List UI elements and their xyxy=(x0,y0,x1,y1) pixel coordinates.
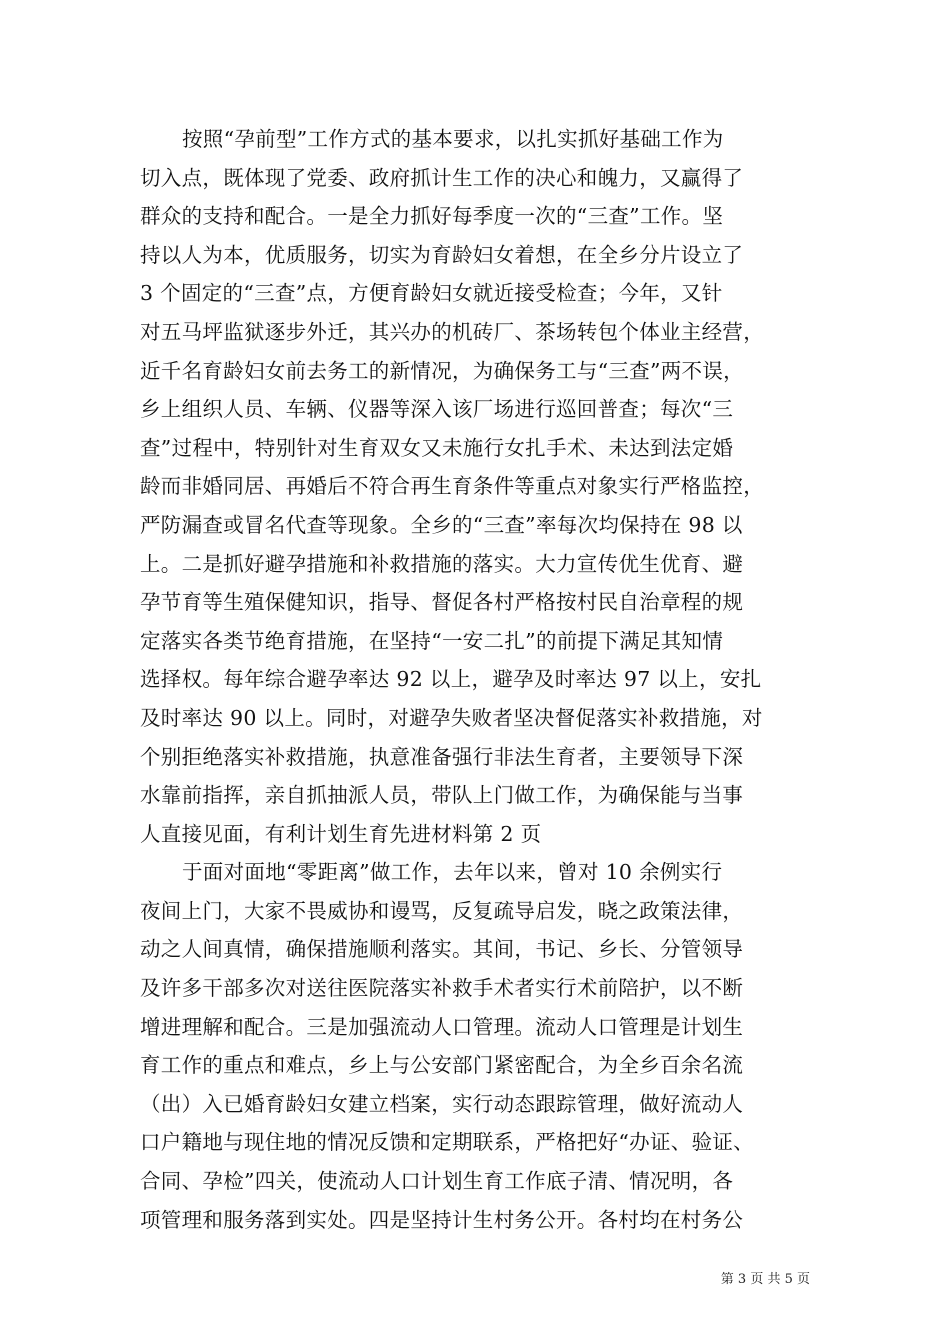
text-line: 查”过程中，特别针对生育双女又未施行女扎手术、未达到法定婚 xyxy=(140,435,734,460)
text-line: 群众的支持和配合。一是全力抓好每季度一次的“三查”工作。坚 xyxy=(140,204,724,229)
page-number: 第 3 页 共 5 页 xyxy=(720,1272,810,1287)
text-line: 于面对面地“零距离”做工作，去年以来，曾对 10 余例实行 xyxy=(182,860,723,885)
text-line: 口户籍地与现住地的情况反馈和定期联系，严格把好“办证、验证、 xyxy=(140,1130,754,1155)
document-body xyxy=(140,120,810,1239)
text-line: 持以人为本，优质服务，切实为育龄妇女着想，在全乡分片设立了 xyxy=(140,242,744,267)
text-line: 对五马坪监狱逐步外迁，其兴办的机砖厂、茶场转包个体业主经营， xyxy=(140,319,764,344)
text-line: 3 个固定的“三查”点，方便育龄妇女就近接受检查；今年，又针 xyxy=(140,281,723,306)
text-line: 选择权。每年综合避孕率达 92 以上，避孕及时率达 97 以上，安扎 xyxy=(140,667,762,692)
text-line: （出）入已婚育龄妇女建立档案，实行动态跟踪管理，做好流动人 xyxy=(140,1091,744,1116)
text-line: 育工作的重点和难点，乡上与公安部门紧密配合，为全乡百余名流 xyxy=(140,1053,744,1078)
text-line: 项管理和服务落到实处。四是坚持计生村务公开。各村均在村务公 xyxy=(140,1207,744,1232)
text-line: 及时率达 90 以上。同时，对避孕失败者坚决督促落实补救措施，对 xyxy=(140,705,763,730)
text-line: 严防漏查或冒名代查等现象。全乡的“三查”率每次均保持在 98 以 xyxy=(140,512,743,537)
text-line: 定落实各类节绝育措施，在坚持“一安二扎”的前提下满足其知情 xyxy=(140,628,724,653)
text-line: 夜间上门，大家不畏威协和谩骂，反复疏导启发，晓之政策法律， xyxy=(140,898,744,923)
text-line: 动之人间真情，确保措施顺利落实。其间，书记、乡长、分管领导 xyxy=(140,937,744,962)
text-line: 龄而非婚同居、再婚后不符合再生育条件等重点对象实行严格监控， xyxy=(140,474,764,499)
paragraph-1 xyxy=(140,120,810,853)
text-line: 上。二是抓好避孕措施和补救措施的落实。大力宣传优生优育、避 xyxy=(140,551,744,576)
text-line: 切入点，既体现了党委、政府抓计生工作的决心和魄力，又赢得了 xyxy=(140,165,744,190)
text-line: 孕节育等生殖保健知识，指导、督促各村严格按村民自治章程的规 xyxy=(140,590,744,615)
text-line: 个别拒绝落实补救措施，执意准备强行非法生育者，主要领导下深 xyxy=(140,744,744,769)
text-line: 按照“孕前型”工作方式的基本要求，以扎实抓好基础工作为 xyxy=(182,127,724,151)
text-line: 乡上组织人员、车辆、仪器等深入该厂场进行巡回普查；每次“三 xyxy=(140,397,734,422)
text-line: 近千名育龄妇女前去务工的新情况，为确保务工与“三查”两不误， xyxy=(140,358,744,383)
text-line: 及许多干部多次对送往医院落实补救手术者实行术前陪护，以不断 xyxy=(140,976,744,1001)
text-line: 合同、孕检”四关，使流动人口计划生育工作底子清、情况明，各 xyxy=(140,1169,734,1194)
paragraph-2 xyxy=(140,853,810,1239)
text-line: 水靠前指挥，亲自抓抽派人员，带队上门做工作，为确保能与当事 xyxy=(140,783,744,808)
text-line: 增进理解和配合。三是加强流动人口管理。流动人口管理是计划生 xyxy=(140,1014,744,1039)
text-line: 人直接见面，有利计划生育先进材料第 2 页 xyxy=(140,821,542,846)
